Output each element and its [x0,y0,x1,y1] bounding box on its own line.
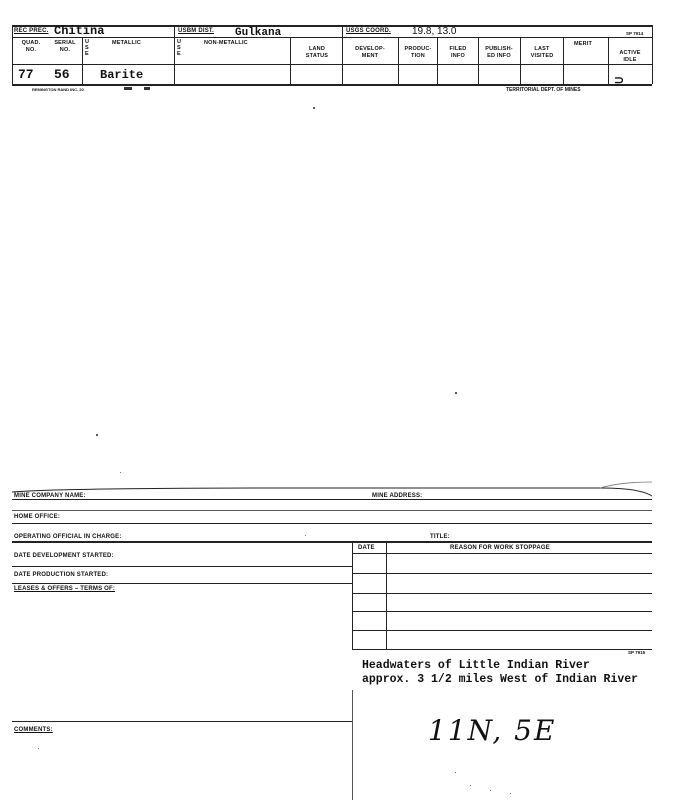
published-info-header: PUBLISH- ED INFO [485,46,513,59]
reason-column-header: REASON FOR WORK STOPPAGE [450,545,550,551]
merit-header: MERIT [574,41,593,47]
serial-no-header: SERIAL NO. [54,40,76,53]
footer-left: REMINGTON RAND INC. 20 [32,87,84,92]
usgs-coord-label: USGS COORD. [346,28,391,34]
rec-prec-value: Chitina [54,24,105,38]
development-header: DEVELOP- MENT [355,46,385,59]
form-number-top: SP 7914 [626,31,644,36]
scan-speck [305,535,306,536]
comments-label: COMMENTS: [14,727,53,733]
active-idle-header: ACTIVE IDLE [619,50,641,63]
date-development-label: DATE DEVELOPMENT STARTED: [14,553,114,559]
scan-speck [96,434,98,436]
serial-value: 56 [54,67,70,82]
nonmetallic-header: NON-METALLIC [204,40,248,46]
production-header: PRODUC- TION [404,46,432,59]
leases-label: LEASES & OFFERS – TERMS OF: [14,586,116,592]
card-edge [0,478,678,508]
scan-speck [38,748,39,749]
rec-prec-label: REC PREC. [14,28,49,34]
use-nonmetallic-header: U S E [177,39,182,57]
use-metallic-header: U S E [85,39,90,57]
scan-speck [455,772,456,773]
active-idle-mark: ⊃ [614,73,625,87]
mine-address-label: MINE ADDRESS: [372,493,423,499]
form-number-bottom: SP 7915 [628,650,646,655]
footer-right: TERRITORIAL DEPT. OF MINES [506,87,581,93]
metallic-value: Barite [100,68,144,82]
scan-speck [490,790,491,791]
usbm-dist-label: USBM DIST. [178,28,215,34]
land-status-header: LAND STATUS [305,46,329,59]
usbm-dist-value: Gulkana [235,27,282,39]
filed-info-header: FILED INFO [449,46,467,59]
home-office-label: HOME OFFICE: [14,514,61,520]
title-label: TITLE: [430,534,450,540]
metallic-header: METALLIC [112,40,141,46]
footer-block-1 [124,87,132,90]
scan-speck [470,785,471,786]
usgs-coord-value: 19.8, 13.0 [412,26,457,37]
date-column-header: DATE [358,545,375,551]
quad-no-header: QUAD. NO. [21,40,41,53]
location-line-2: approx. 3 1/2 miles West of Indian River [362,673,639,686]
scan-speck [455,392,457,394]
last-visited-header: LAST VISITED [530,46,554,59]
location-line-1: Headwaters of Little Indian River [362,659,590,672]
scan-speck [510,793,511,794]
operating-official-label: OPERATING OFFICIAL IN CHARGE: [14,534,122,540]
handwritten-coordinate: 11N, 5E [428,714,557,747]
date-production-label: DATE PRODUCTION STARTED: [14,572,109,578]
scan-speck [313,107,315,109]
quad-value: 77 [18,67,34,82]
mine-company-name-label: MINE COMPANY NAME: [14,493,86,499]
footer-block-2 [144,87,150,90]
scan-speck [120,472,121,473]
